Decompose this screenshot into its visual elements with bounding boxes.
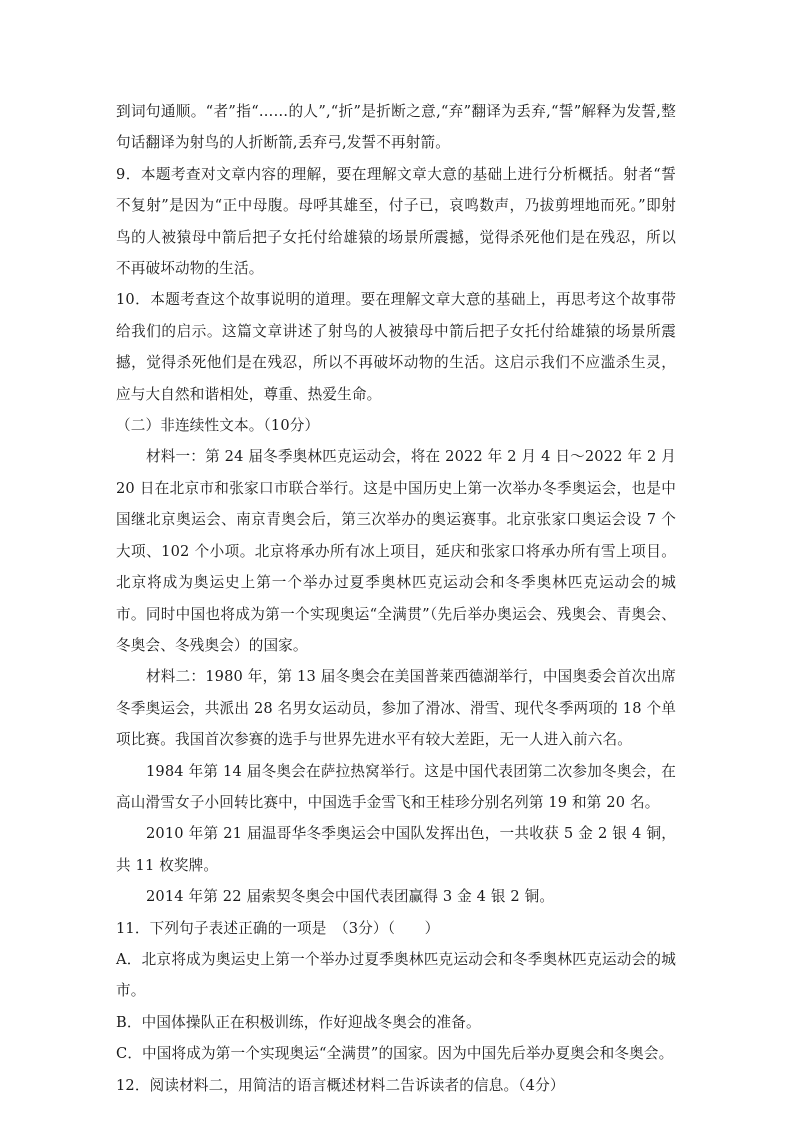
section-title-non-continuous-text: （二）非连续性文本。（10分） [116,417,320,435]
question-11-option-a: A．北京将成为奥运史上第一个举办过夏季奥林匹克运动会和冬季奥林匹克运动会的城市。 [116,950,676,1000]
material-2-2014: 2014 年第 22 届索契冬奥会中国代表团赢得 3 金 4 银 2 铜。 [146,888,555,906]
document-page [116,96,676,1101]
material-1: 材料一：第 24 届冬季奥林匹克运动会，将在 2022 年 2 月 4 日～2022 年 2 月 20 日在北京市和张家口市联合举行。这是中国历史上第一次举办冬季奥运会，也是中国继北京奥运会、南京青奥会后，第三次举办的奥运赛事。北京张家口奥运会设 7 个大项、102 个小项。北京将承办所有冰上项目，延庆和张家口将承办所有雪上项目。北京将成为奥运史上第一个举办过夏季奥林匹克运动会和冬季奥林匹克运动会的城市。同时中国也将成为第一个实现奥运“全满贯”（先后举办奥运会、残奥会、青奥会、冬奥会、冬残奥会）的国家。 [116,448,676,654]
question-11: 11．下列句子表述正确的一项是 （3分）（ ） [116,919,440,937]
answer-10: 10．本题考查这个故事说明的道理。要在理解文章大意的基础上，再思考这个故事带给我们的启示。这篇文章讲述了射鸟的人被猿母中箭后把子女托付给雄猿的场景所震撼，觉得杀死他们是在残忍，所以不再破坏动物的生活。这启示我们不应滥杀生灵，应与大自然和谐相处，尊重、热爱生命。 [116,291,676,403]
question-11-option-b: B．中国体操队正在积极训练，作好迎战冬奥会的准备。 [116,1013,481,1031]
question-11-option-c: C．中国将成为第一个实现奥运“全满贯”的国家。因为中国先后举办夏奥会和冬奥会。 [116,1045,674,1063]
material-2: 材料二：1980 年，第 13 届冬奥会在美国普莱西德湖举行，中国奥委会首次出席冬季奥运会，共派出 28 名男女运动员，参加了滑冰、滑雪、现代冬季两项的 18 个单项比赛。我国首次参赛的选手与世界先进水平有较大差距，无一人进入前六名。 [116,668,676,749]
answer-9: 9．本题考查对文章内容的理解，要在理解文章大意的基础上进行分析概括。射者“誓不复射”是因为“正中母腹。母呼其雄至，付子已，哀鸣数声，乃拔剪埋地而死。”即射鸟的人被猿母中箭后把子女托付给雄猿的场景所震撼，觉得杀死他们是在残忍，所以不再破坏动物的生活。 [116,165,676,278]
question-12: 12．阅读材料二，用简洁的语言概述材料二告诉读者的信息。（4分） [116,1076,565,1094]
answer-8-continuation: 到词句通顺。“者”指“……的人”,“折”是折断之意,“弃”翻译为丢弃,“誓”解释为发誓,整句话翻译为射鸟的人折断箭,丢弃弓,发誓不再射箭。 [116,103,676,152]
material-2-1984: 1984 年第 14 届冬奥会在萨拉热窝举行。这是中国代表团第二次参加冬奥会，在高山滑雪女子小回转比赛中，中国选手金雪飞和王桂珍分别名列第 19 和第 20 名。 [116,762,676,811]
material-2-2010: 2010 年第 21 届温哥华冬季奥运会中国队发挥出色，一共收获 5 金 2 银 4 铜，共 11 枚奖牌。 [116,825,676,874]
